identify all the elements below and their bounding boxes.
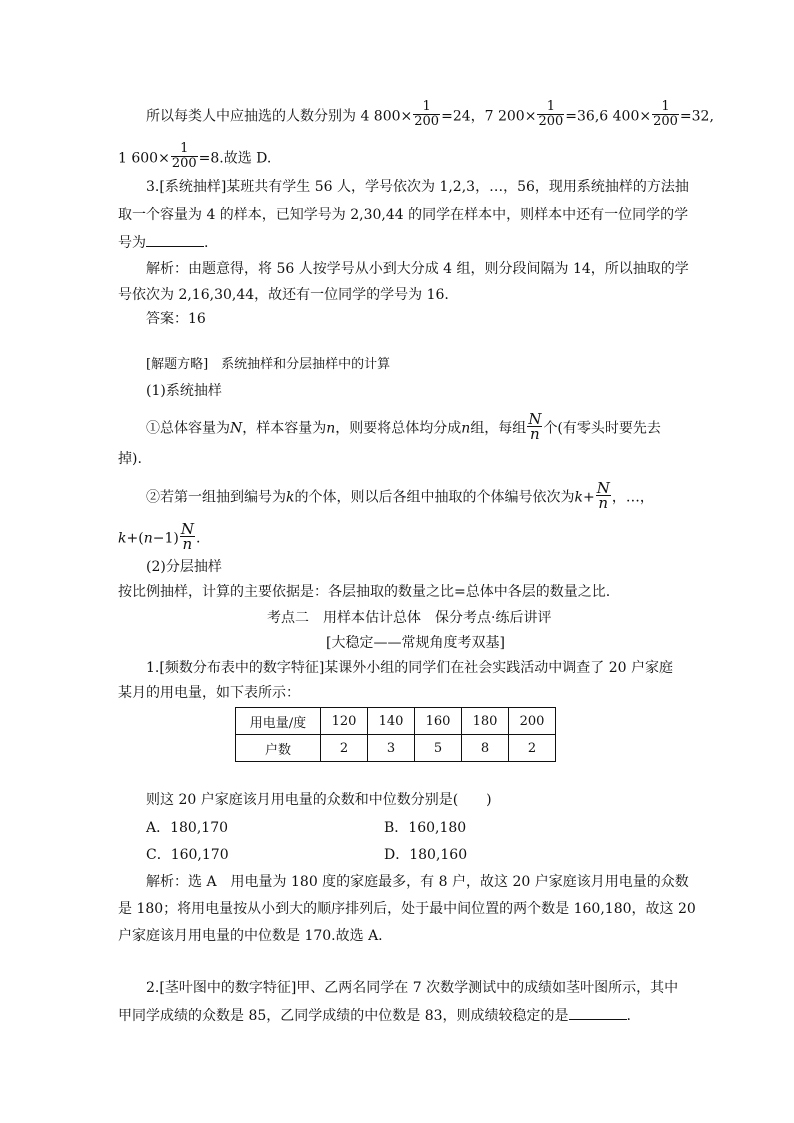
var-N: N bbox=[230, 420, 243, 437]
calc-line-1 bbox=[146, 99, 714, 131]
table-cell: 2 bbox=[321, 735, 368, 762]
question-2-line-2 bbox=[118, 1005, 631, 1026]
method-text: −1) bbox=[152, 530, 179, 547]
method-text: + bbox=[582, 489, 595, 506]
method-item-2 bbox=[146, 479, 654, 512]
method-item-1 bbox=[146, 410, 661, 443]
method-text: ，…， bbox=[611, 489, 654, 506]
calc-text: 所以每类人中应抽选的人数分别为 4 800× bbox=[146, 108, 413, 125]
fraction-N-over-n: $\frac{N}{n}$ bbox=[528, 410, 542, 443]
question-2-text: . bbox=[626, 1008, 631, 1024]
option-d: D．180,160 bbox=[384, 847, 468, 863]
table-cell: 160 bbox=[415, 708, 462, 735]
method-item-1-cont: 掉). bbox=[118, 451, 142, 467]
var-k: k bbox=[574, 489, 583, 506]
method-sub-2: (2)分层抽样 bbox=[146, 559, 222, 575]
answer-blank bbox=[569, 1005, 627, 1020]
calc-text: =32, bbox=[679, 108, 714, 125]
method-text: 个(有零头时要先去 bbox=[543, 420, 661, 437]
method-text: . bbox=[195, 530, 201, 547]
fraction-1-over-200: $\frac{1}{200}$ bbox=[171, 141, 197, 171]
question-2-text: 甲同学成绩的众数是 85，乙同学成绩的中位数是 83，则成绩较稳定的是 bbox=[118, 1008, 569, 1024]
table-cell: 2 bbox=[509, 735, 556, 762]
question-3-text: . bbox=[204, 235, 209, 251]
calc-text: 1 600× bbox=[118, 150, 170, 167]
table-row bbox=[236, 735, 556, 762]
question-3-line-2: 取一个容量为 4 的样本，已知学号为 2,30,44 的同学在样本中，则样本中还有一位同学的学 bbox=[118, 207, 689, 223]
var-k: k bbox=[118, 530, 127, 547]
solution-3-answer: 答案：16 bbox=[146, 311, 206, 327]
method-sub-1: (1)系统抽样 bbox=[146, 383, 222, 399]
table-cell: 8 bbox=[462, 735, 509, 762]
table-cell: 140 bbox=[368, 708, 415, 735]
solution-3-line-2: 号依次为 2,16,30,44，故还有一位同学的学号为 16. bbox=[118, 287, 449, 303]
var-k: k bbox=[286, 489, 295, 506]
fraction-N-over-n: $\frac{N}{n}$ bbox=[596, 479, 610, 512]
method-text: ②若第一组抽到编号为 bbox=[146, 489, 286, 506]
var-n: n bbox=[326, 420, 336, 437]
table-header-cell: 用电量/度 bbox=[236, 708, 321, 735]
table-cell: 120 bbox=[321, 708, 368, 735]
calc-text: =36,6 400× bbox=[565, 108, 652, 125]
calc-text: =24，7 200× bbox=[441, 108, 537, 125]
method-item-3: 按比例抽样，计算的主要依据是：各层抽取的数量之比=总体中各层的数量之比. bbox=[118, 584, 611, 600]
table-cell: 3 bbox=[368, 735, 415, 762]
table-cell: 200 bbox=[509, 708, 556, 735]
fraction-N-over-n: $\frac{N}{n}$ bbox=[180, 520, 194, 553]
answer-blank bbox=[146, 232, 204, 247]
method-text: ①总体容量为 bbox=[146, 420, 230, 437]
method-text: ，样本容量为 bbox=[242, 420, 327, 437]
table-cell: 180 bbox=[462, 708, 509, 735]
table-row bbox=[236, 708, 556, 735]
question-1-stem: 则这 20 户家庭该月用电量的众数和中位数分别是( ) bbox=[146, 792, 492, 808]
var-n: n bbox=[461, 420, 471, 437]
electricity-table bbox=[235, 707, 556, 762]
solution-1-line-3: 户家庭该月用电量的中位数是 170.故选 A. bbox=[118, 928, 383, 944]
option-c: C．160,170 bbox=[146, 847, 229, 863]
solution-3-line-1: 解析：由题意得，将 56 人按学号从小到大分成 4 组，则分段间隔为 14，所以抽取的学 bbox=[146, 261, 689, 277]
question-2-line-1: 2.[茎叶图中的数字特征]甲、乙两名同学在 7 次数学测试中的成绩如茎叶图所示，其中 bbox=[146, 980, 679, 996]
var-n: n bbox=[143, 530, 153, 547]
fraction-1-over-200: $\frac{1}{200}$ bbox=[653, 99, 678, 129]
question-3-line-1: 3.[系统抽样]某班共有学生 56 人，学号依次为 1,2,3，…，56，现用系统抽样的方法抽 bbox=[146, 179, 689, 195]
method-item-2-cont bbox=[118, 520, 201, 553]
question-1-line-2: 某月的用电量，如下表所示： bbox=[118, 685, 300, 701]
fraction-1-over-200: $\frac{1}{200}$ bbox=[538, 99, 564, 129]
method-text: +( bbox=[126, 530, 144, 547]
solution-1-line-2: 是 180；将用电量按从小到大的顺序排列后，处于最中间位置的两个数是 160,180，故这 20 bbox=[118, 901, 696, 917]
method-text: 组，每组 bbox=[470, 420, 527, 437]
method-title: [解题方略] 系统抽样和分层抽样中的计算 bbox=[146, 357, 391, 372]
calc-text: =8.故选 D. bbox=[198, 150, 272, 167]
fraction-1-over-200: $\frac{1}{200}$ bbox=[414, 99, 440, 129]
question-3-line-3 bbox=[118, 232, 208, 253]
method-text: ，则要将总体均分成 bbox=[335, 420, 462, 437]
section-heading: 考点二 用样本估计总体 保分考点·练后讲评 bbox=[267, 610, 552, 626]
question-3-text: 号为 bbox=[118, 235, 146, 251]
option-b: B．160,180 bbox=[384, 820, 467, 836]
solution-1-line-1: 解析：选 A 用电量为 180 度的家庭最多，有 8 户，故这 20 户家庭该月用电量的众数 bbox=[146, 874, 689, 890]
section-subheading: [大稳定——常规角度考双基] bbox=[326, 635, 505, 651]
option-a: A．180,170 bbox=[146, 820, 229, 836]
table-cell: 5 bbox=[415, 735, 462, 762]
method-text: 的个体，则以后各组中抽取的个体编号依次为 bbox=[294, 489, 575, 506]
table-header-cell: 户数 bbox=[236, 735, 321, 762]
question-1-line-1: 1.[频数分布表中的数字特征]某课外小组的同学们在社会实践活动中调查了 20 户家庭 bbox=[146, 660, 673, 676]
calc-line-2 bbox=[118, 141, 272, 173]
